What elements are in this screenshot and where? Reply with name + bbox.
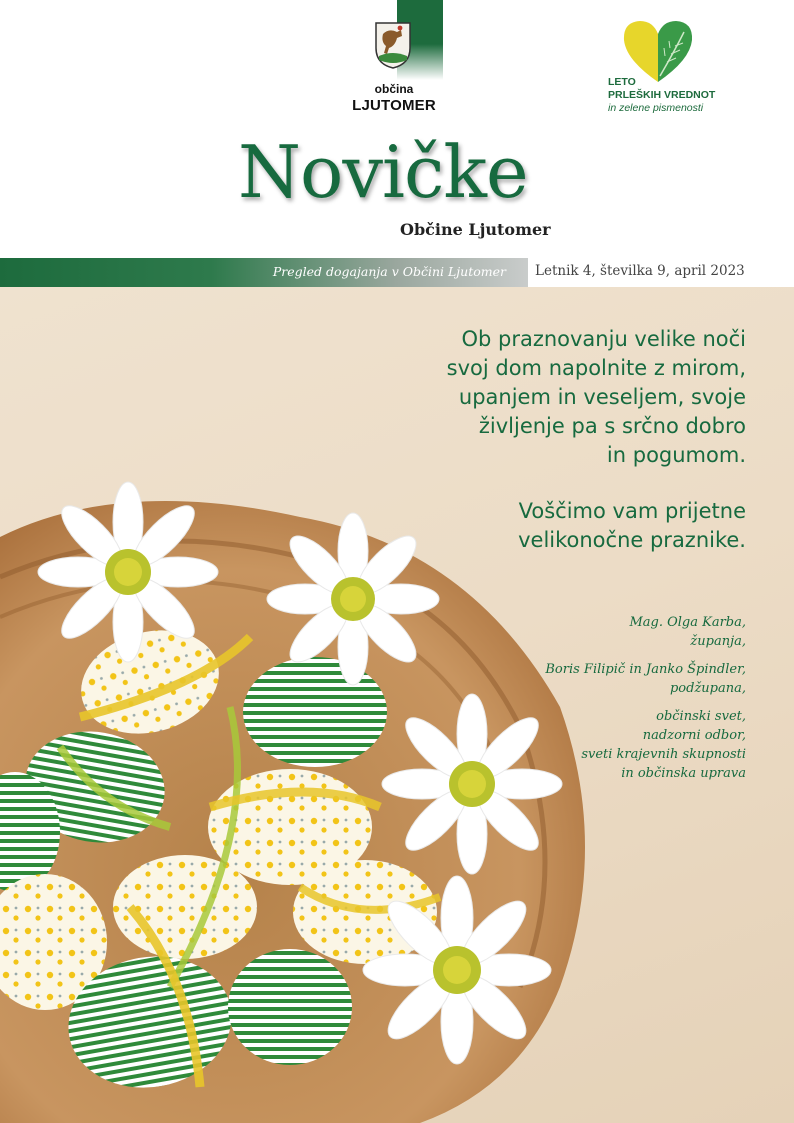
greeting-line: upanjem in veseljem, svoje	[458, 385, 746, 409]
greeting-line: življenje pa s srčno dobro	[478, 414, 746, 438]
leto-line-3: in zelene pismenosti	[608, 102, 704, 114]
greeting-line: svoj dom napolnite z mirom,	[446, 356, 746, 380]
signature-line: podžupana,	[669, 681, 746, 696]
signature-line: sveti krajevnih skupnosti	[581, 747, 746, 762]
leaf-heart-icon	[620, 18, 696, 84]
bar-tagline: Pregled dogajanja v Občini Ljutomer	[272, 264, 506, 279]
masthead	[0, 0, 794, 258]
signature-line: Mag. Olga Karba,	[629, 615, 746, 630]
signature-deputies	[446, 660, 746, 698]
easter-wish	[366, 497, 746, 555]
logo-caption-obcina: občina	[374, 82, 414, 96]
signature-line: in občinska uprava	[621, 766, 746, 781]
wish-line: velikonočne praznike.	[518, 528, 746, 552]
newsletter-title: Novičke	[238, 130, 528, 214]
leto-prleskih-vrednot	[608, 76, 758, 115]
municipality-logo	[345, 0, 443, 118]
coat-of-arms-icon	[373, 20, 413, 70]
signature-line: občinski svet,	[656, 709, 746, 724]
newsletter-subtitle: Občine Ljutomer	[400, 220, 551, 239]
signature-line: Boris Filipič in Janko Špindler,	[545, 662, 746, 677]
signature-bodies	[446, 707, 746, 783]
issue-info: Letnik 4, številka 9, april 2023	[535, 263, 745, 279]
greeting-line: in pogumom.	[606, 443, 746, 467]
logo-caption-ljutomer: LJUTOMER	[352, 97, 436, 114]
signature-line: nadzorni odbor,	[642, 728, 746, 743]
section-bar	[0, 258, 528, 287]
easter-cover-image	[0, 287, 794, 1123]
wish-line: Voščimo vam prijetne	[518, 499, 746, 523]
greeting-line: Ob praznovanju velike noči	[461, 327, 746, 351]
easter-greeting	[366, 325, 746, 470]
signatures	[446, 613, 746, 783]
signature-line: županja,	[690, 634, 746, 649]
leto-line-1: LETO	[608, 76, 636, 88]
leto-line-2: PRLEŠKIH VREDNOT	[608, 89, 716, 101]
signature-mayor	[446, 613, 746, 651]
